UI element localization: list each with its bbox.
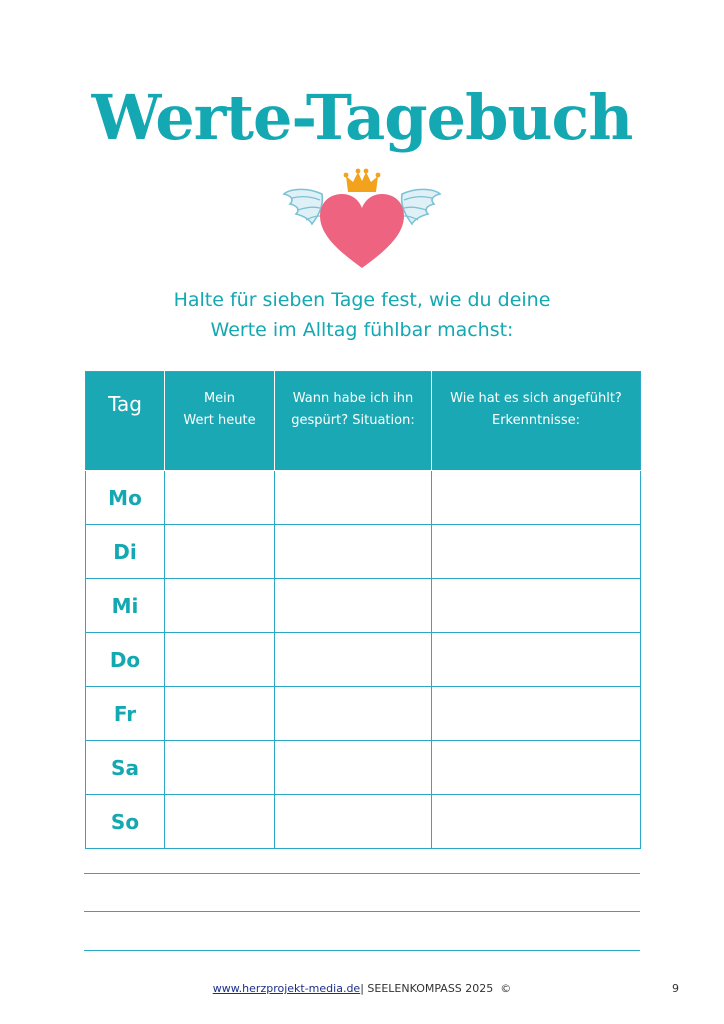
winged-heart-icon [282,166,442,272]
column-header-value: Mein Wert heute [165,372,275,471]
right-wing-icon [402,189,440,224]
value-cell[interactable] [165,741,275,795]
table-row [86,795,641,849]
feeling-cell[interactable] [432,633,641,687]
situation-cell[interactable] [275,525,432,579]
value-cell[interactable] [165,471,275,525]
day-label: Mo [86,471,165,525]
day-label: Di [86,525,165,579]
day-label: So [86,795,165,849]
day-label: Sa [86,741,165,795]
table-row [86,741,641,795]
footer-separator: | [360,982,364,995]
feeling-cell[interactable] [432,741,641,795]
page-number: 9 [672,982,679,995]
situation-cell[interactable] [275,687,432,741]
value-cell[interactable] [165,525,275,579]
situation-cell[interactable] [275,633,432,687]
feeling-cell[interactable] [432,795,641,849]
footer-link[interactable]: www.herzprojekt-media.de [212,982,361,995]
feeling-cell[interactable] [432,579,641,633]
feeling-cell[interactable] [432,687,641,741]
writing-line[interactable] [84,950,640,951]
feeling-cell[interactable] [432,471,641,525]
left-wing-icon [284,189,322,224]
value-cell[interactable] [165,579,275,633]
table-row [86,471,641,525]
copyright-icon: © [500,982,512,995]
footer-text: SEELENKOMPASS 2025 [367,982,494,995]
table-row [86,633,641,687]
table-row [86,687,641,741]
day-label: Mi [86,579,165,633]
value-cell[interactable] [165,687,275,741]
footer [0,982,724,995]
writing-line[interactable] [84,911,640,912]
intro-line-1: Halte für sieben Tage fest, wie du deine [173,289,551,311]
diary-table [85,371,641,849]
table-row [86,579,641,633]
situation-cell[interactable] [275,579,432,633]
writing-line[interactable] [84,873,640,874]
page-title: Werte-Tagebuch [91,81,633,154]
heart-icon [320,194,404,268]
value-cell[interactable] [165,633,275,687]
column-header-feeling: Wie hat es sich angefühlt? Erkenntnisse: [432,372,641,471]
intro-text [0,285,724,345]
crown-icon [346,172,378,192]
table-row [86,525,641,579]
column-header-situation: Wann habe ich ihn gespürt? Situation: [275,372,432,471]
day-label: Fr [86,687,165,741]
intro-line-2: Werte im Alltag fühlbar machst: [210,319,514,341]
feeling-cell[interactable] [432,525,641,579]
situation-cell[interactable] [275,795,432,849]
day-label: Do [86,633,165,687]
situation-cell[interactable] [275,741,432,795]
table-header-row [86,372,641,471]
situation-cell[interactable] [275,471,432,525]
value-cell[interactable] [165,795,275,849]
column-header-day: Tag [86,372,165,471]
